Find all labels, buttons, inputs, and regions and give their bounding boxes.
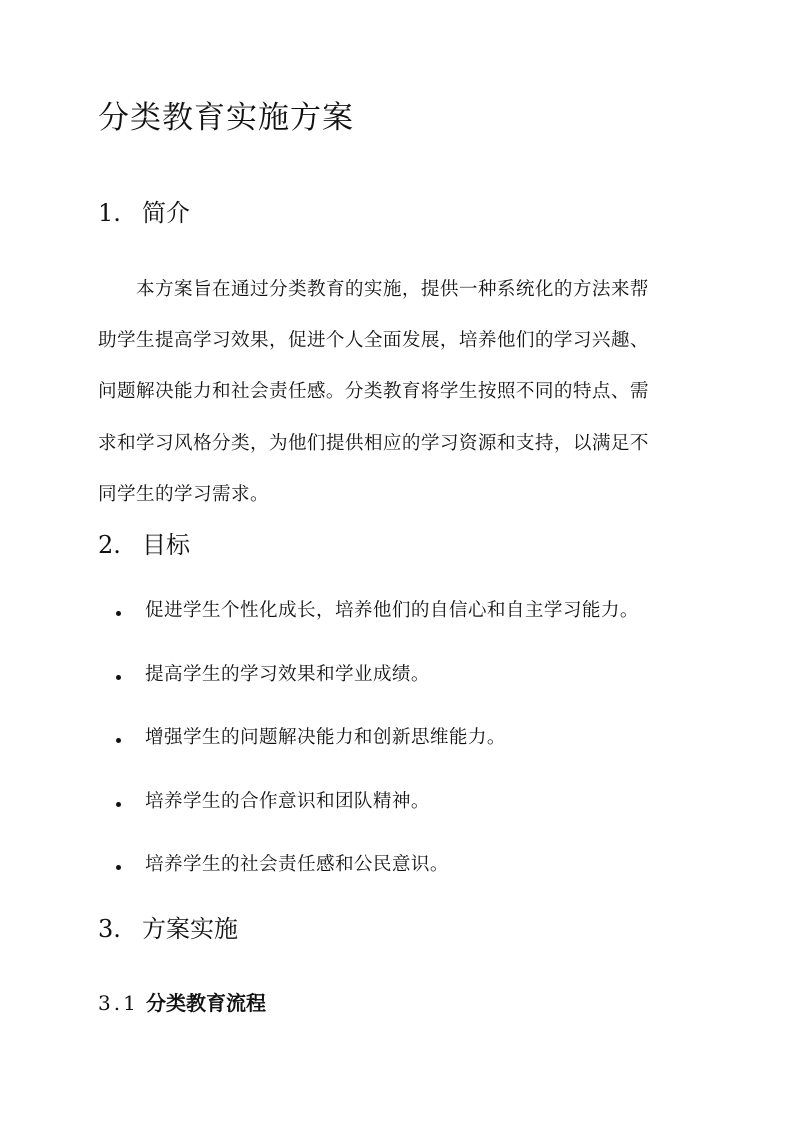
bullet-icon bbox=[116, 611, 121, 616]
list-item-text: 培养学生的合作意识和团队精神。 bbox=[145, 790, 430, 812]
list-item-text: 增强学生的问题解决能力和创新思维能力。 bbox=[145, 727, 506, 748]
section-number: 2. bbox=[98, 531, 121, 559]
section-heading-intro bbox=[98, 196, 190, 230]
list-item-text: 培养学生的社会责任感和公民意识。 bbox=[145, 854, 449, 875]
section-heading-implementation bbox=[98, 912, 238, 946]
subsection-title: 分类教育流程 bbox=[146, 991, 266, 1015]
list-item-text: 促进学生个性化成长，培养他们的自信心和自主学习能力。 bbox=[145, 600, 639, 621]
subsection-number: 3.1 bbox=[98, 991, 139, 1015]
section-number: 1. bbox=[98, 199, 121, 227]
paragraph-line: 问题解决能力和社会责任感。分类教育将学生按照不同的特点、需 bbox=[98, 381, 649, 403]
subsection-heading-process bbox=[98, 988, 266, 1018]
paragraph-line: 本方案旨在通过分类教育的实施，提供一种系统化的方法来帮 bbox=[136, 279, 649, 300]
bullet-icon bbox=[116, 802, 121, 807]
section-title: 目标 bbox=[142, 531, 190, 559]
paragraph-line: 助学生提高学习效果，促进个人全面发展，培养他们的学习兴趣、 bbox=[98, 330, 649, 352]
section-title: 方案实施 bbox=[142, 915, 238, 943]
section-heading-goals bbox=[98, 528, 190, 562]
document-title: 分类教育实施方案 bbox=[98, 100, 354, 136]
section-number: 3. bbox=[98, 915, 121, 943]
bullet-icon bbox=[116, 738, 121, 743]
section-title: 简介 bbox=[142, 199, 190, 227]
bullet-icon bbox=[116, 865, 121, 870]
paragraph-line: 同学生的学习需求。 bbox=[98, 483, 269, 505]
list-item-text: 提高学生的学习效果和学业成绩。 bbox=[145, 663, 430, 685]
bullet-icon bbox=[116, 675, 121, 680]
paragraph-line: 求和学习风格分类，为他们提供相应的学习资源和支持，以满足不 bbox=[98, 432, 649, 454]
intro-paragraph bbox=[98, 264, 702, 520]
